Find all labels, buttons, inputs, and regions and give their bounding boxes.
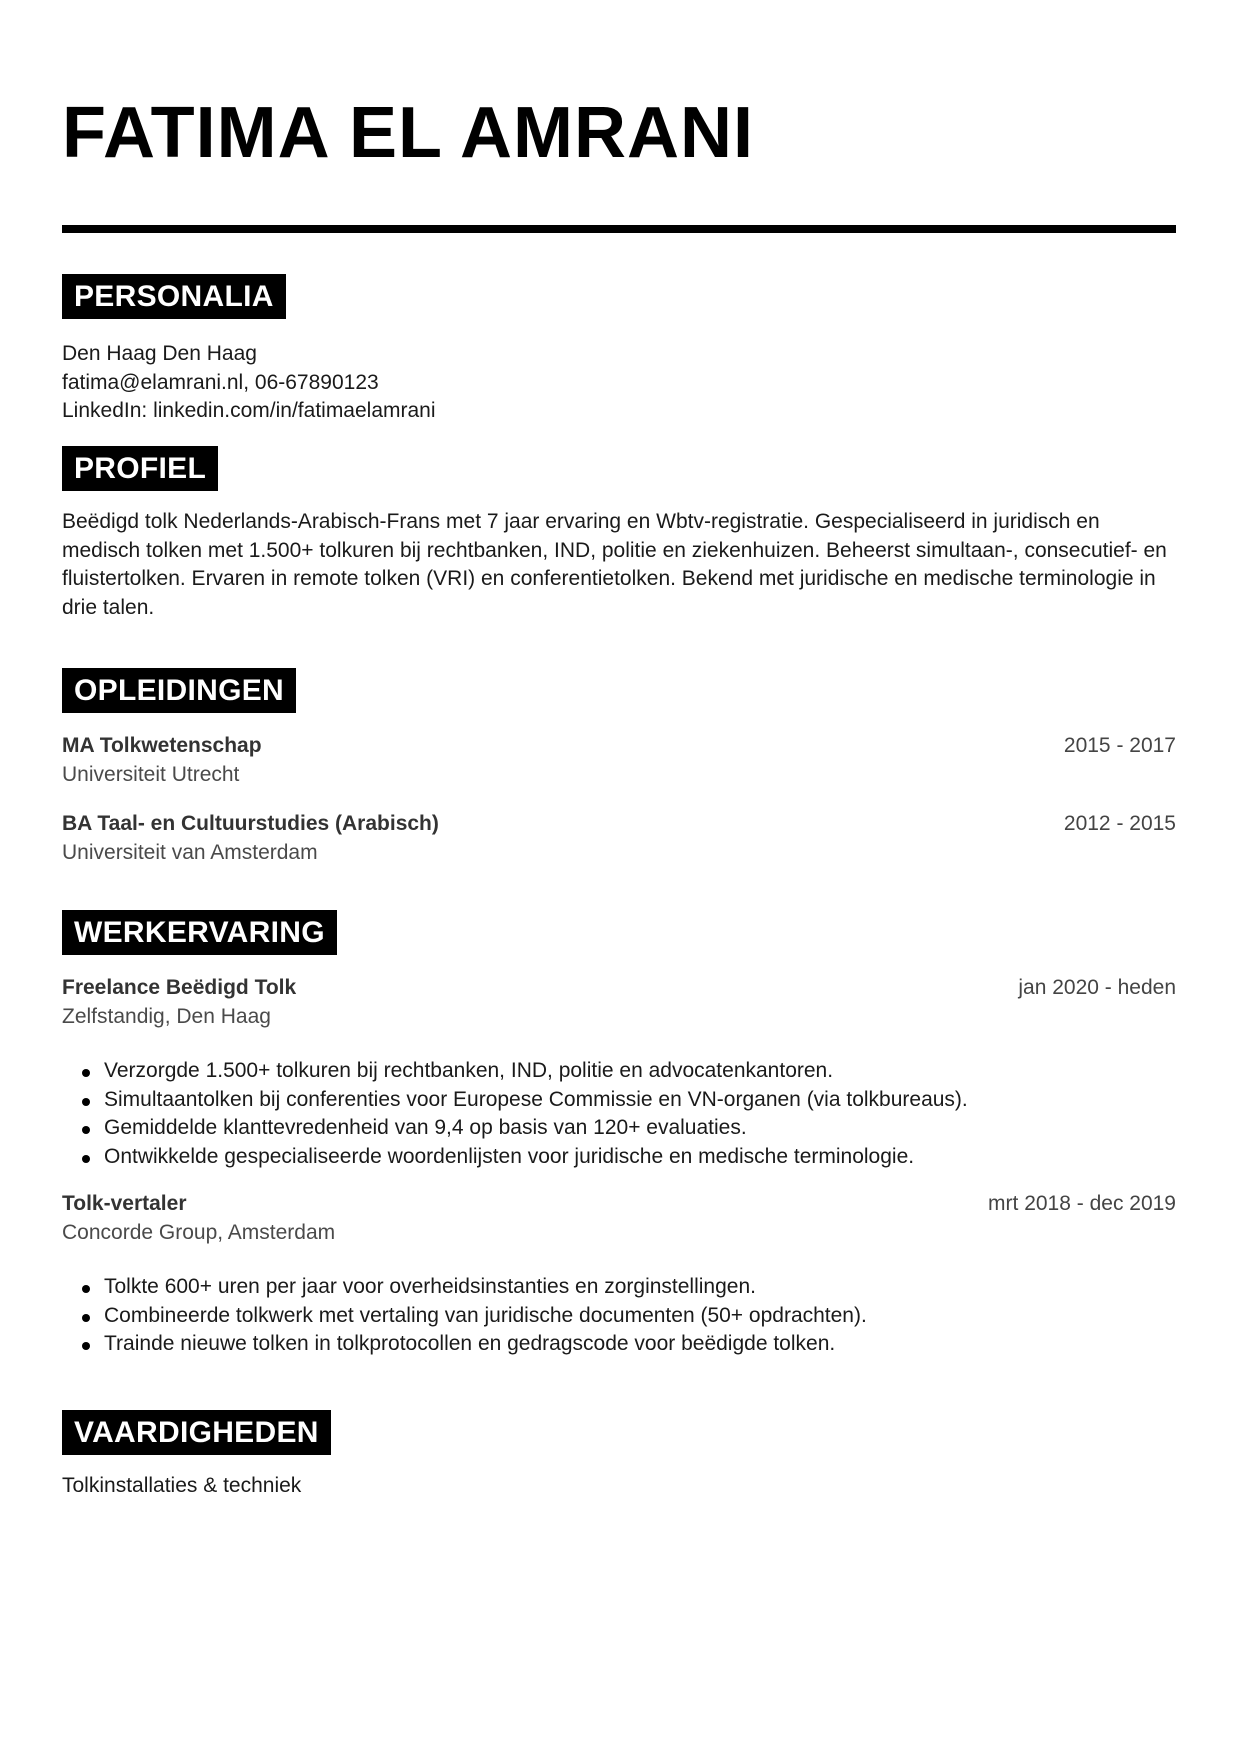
section-heading-opleidingen: OPLEIDINGEN [62,668,296,713]
job-entry [62,973,1176,1171]
achievement-item: Ontwikkelde gespecialiseerde woordenlijsten voor juridische en medische terminologie. [104,1143,1176,1172]
education-period: 2012 - 2015 [1063,812,1176,835]
candidate-name: FATIMA EL AMRANI [62,93,754,173]
skill-item: Tolkinstallaties & techniek [62,1474,302,1497]
address: Den Haag Den Haag [62,342,257,365]
achievement-item: Tolkte 600+ uren per jaar voor overheidsinstanties en zorginstellingen. [104,1273,1176,1302]
profile-summary: Beëdigd tolk Nederlands-Arabisch-Frans met 7 jaar ervaring en Wbtv-registratie. Gespecialiseerd in juridisch en medisch tolken met 1.500+ tolkuren bij rechtbanken, IND, politie en ziekenhuizen. Beheerst simultaan-, consecutief- en fluistertolken. Ervaren in remote tolken (VRI) en conferentietolken. Bekend met juridische en medische terminologie in drie talen. [62,510,1167,619]
section-personalia [62,274,1176,426]
section-heading-werkervaring: WERKERVARING [62,910,337,955]
job-achievements [62,1057,1176,1171]
section-vaardigheden [62,1410,1176,1501]
job-title: Tolk-vertaler [62,1192,187,1215]
education-degree: MA Tolkwetenschap [62,734,262,757]
section-heading-personalia: PERSONALIA [62,274,286,319]
section-opleidingen [62,668,1176,867]
email-phone: fatima@elamrani.nl, 06-67890123 [62,370,379,394]
achievement-item: Trainde nieuwe tolken in tolkprotocollen en gedragscode voor beëdigde tolken. [104,1330,1176,1359]
achievement-item: Gemiddelde klanttevredenheid van 9,4 op basis van 120+ evaluaties. [104,1114,1176,1143]
job-period: mrt 2018 - dec 2019 [988,1192,1176,1215]
job-company: Concorde Group, Amsterdam [62,1221,336,1244]
skills-list [62,1472,1176,1501]
education-entry [62,731,1176,789]
personal-details [62,340,1176,426]
achievement-item: Verzorgde 1.500+ tolkuren bij rechtbanken, IND, politie en advocatenkantoren. [104,1057,1176,1086]
education-entry [62,809,1176,867]
section-heading-profiel: PROFIEL [62,446,218,491]
job-period: jan 2020 - heden [1018,976,1176,999]
section-werkervaring [62,910,1176,1359]
header-divider [62,225,1176,233]
job-achievements [62,1273,1176,1359]
section-heading-vaardigheden: VAARDIGHEDEN [62,1410,331,1455]
job-title: Freelance Beëdigd Tolk [62,976,297,999]
achievement-item: Simultaantolken bij conferenties voor Europese Commissie en VN-organen (via tolkbureaus). [104,1086,1176,1115]
education-period: 2015 - 2017 [1063,734,1176,757]
job-entry [62,1189,1176,1359]
education-institution: Universiteit van Amsterdam [62,841,318,864]
section-profiel [62,446,1176,622]
job-company: Zelfstandig, Den Haag [62,1005,271,1028]
education-degree: BA Taal- en Cultuurstudies (Arabisch) [62,812,439,835]
achievement-item: Combineerde tolkwerk met vertaling van juridische documenten (50+ opdrachten). [104,1302,1176,1331]
education-institution: Universiteit Utrecht [62,763,240,786]
linkedin-link[interactable]: LinkedIn: linkedin.com/in/fatimaelamrani [62,399,436,422]
